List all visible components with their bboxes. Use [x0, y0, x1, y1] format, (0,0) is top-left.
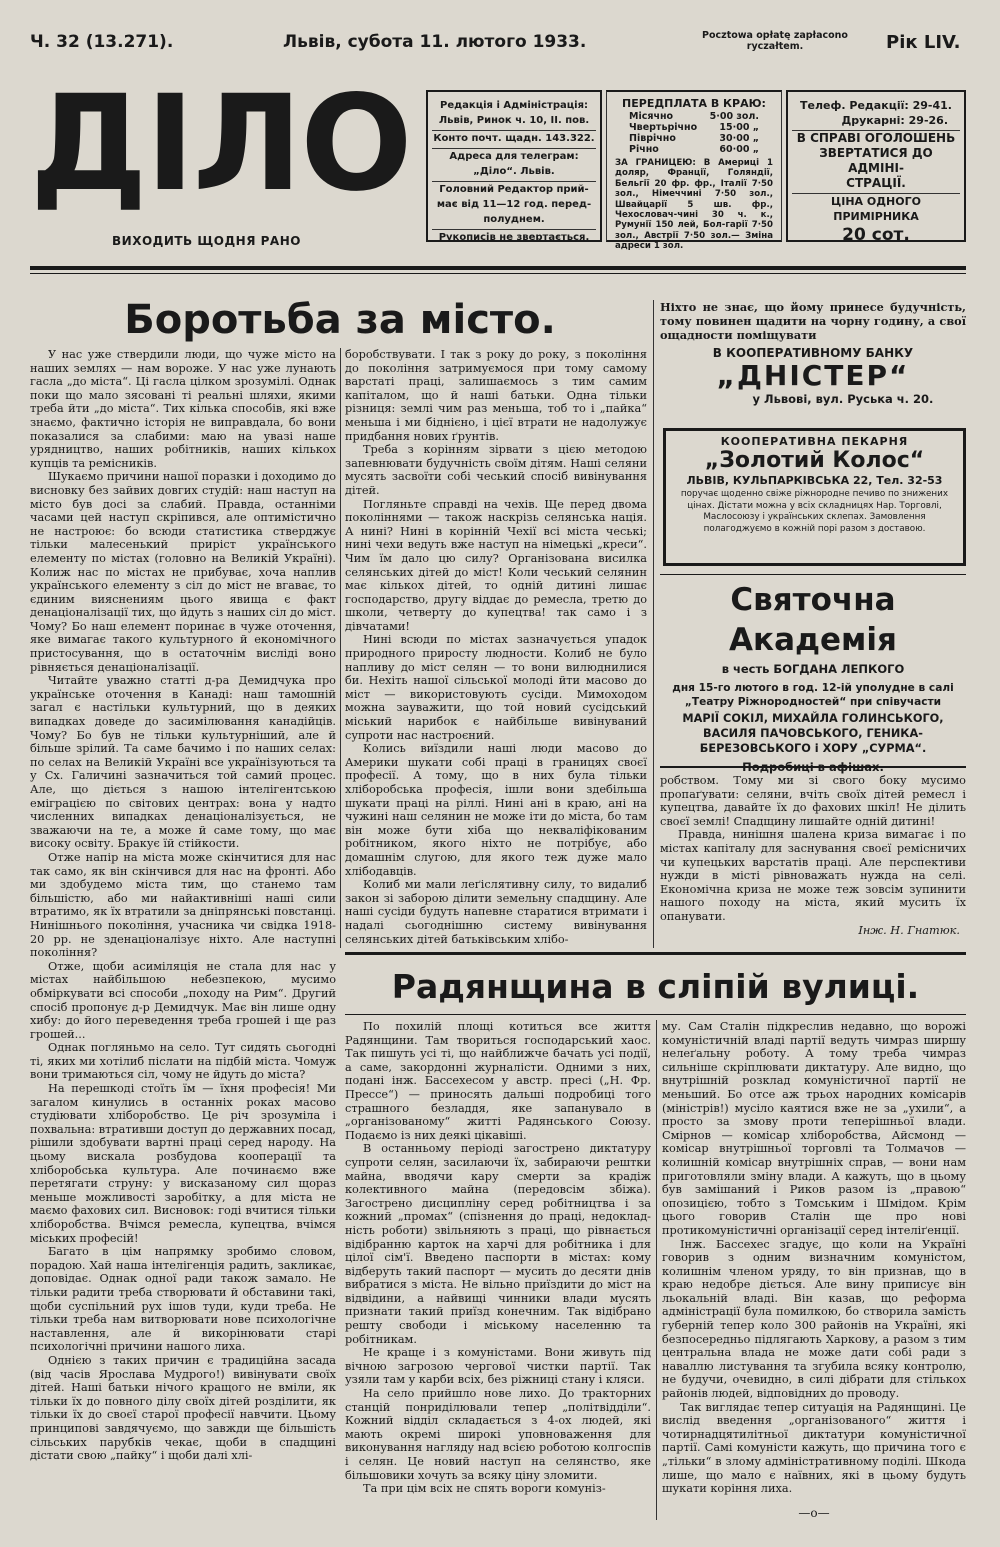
article1-column2: боробствувати. І так з року до року, з покоління до покоління затримуємося при тому самому варстаті праці, залишаємось з тим самим капіталом, що й наші батьки. Одна тільки різниця: землі чим раз меньша, тоб то і „пайка“ меньша і ми біднієно, і цієї втрати не надолужує придбання нових ґрунтів. Треба з корінням зірвати з цією методою запевнювати будучність своїм дітям. Наші селяни мусять засвоїти собі чеський спосіб вивінування дітей. Погляньте справді на чехів. Ще перед двома поколіннями — також наскрізь селянська нація. А нині? Нині в корінній Чехії всі міста чеські; нині чехи ведуть вже наступ на німецькі „креси“. Чим їм дало цю силу? Організована висилка селянських дітей до міст! Коли чеський селянин має кількох дітей, то одній дитині лишає господарство, другу віддає до ремесла, третю до школи, четверту до купецтва! так само і з дівчатами! Нині всюди по містах зазначується упадок природного приросту людности. Колиб не було напливу до міст селян — то вони вилюднилися би. Нехіть нашої сільської молоді йти масово до міст — використовують сусіди. Мимоходом можна зауважити, що той новий сусідський міський нарибок є найбільше вивінуваний супроти нас настроєний. Колись виїздили наші люди масово до Америки шукати собі праці в границях своєї професії. А тому, що в них була тільки хліборобська професія, ішли вони здебільша шукати праці на ріллі. Нині ані в краю, ані на чужині наш селянин не може іти до міста, бо там він може бути хіба що некваліфікованим робітником, якого ніхто не потрібує, або домашнім слугою, для якого теж дуже мало хлібодавців. Колиб ми мали леґіслятивну силу, то видалиб закон зі заборою ділити земельну спадщину. Але наші сусіди будуть напевне старатися втримати і надалі сьогоднішню систему вивінування селянських дітей батьківським хлібо-: [345, 348, 647, 946]
academy-title: Святочна Академія: [729, 582, 897, 658]
postage-note: Pocztowa opłatę zapłacono ryczałtem.: [702, 30, 848, 52]
masthead-rule-thin: [30, 273, 966, 274]
subscription-row: Місячно 5·00 зол.: [629, 111, 759, 122]
bakery-label: КООПЕРАТИВНА ПЕКАРНЯ: [720, 435, 909, 448]
issue-number: Ч. 32 (13.271).: [30, 32, 174, 52]
academy-names: МАРІЇ СОКІЛ, МИХАЙЛА ГОЛИНСЬКОГО, ВАСИЛЯ ПАЧОВСЬКОГО, ГЕНИКА-БЕРЕЗОВСЬКОГО і ХОРУ „СУРМА“.: [682, 712, 944, 755]
editorial-info-box: [426, 90, 602, 242]
masthead-subtitle: ВИХОДИТЬ ЩОДНЯ РАНО: [112, 234, 301, 248]
issue-date: Львів, субота 11. лютого 1933.: [283, 32, 587, 52]
article2-rule-thin: [345, 1014, 966, 1015]
article2-column2: му. Сам Сталін підкреслив недавно, що ворожі комуністичній владі партії ведуть чимраз ширшу нелеґальну роботу. А тому треба чимраз сильніше скріплювати диктатуру. Але видно, що внутрішній розклад комуністичної партії не меньший. Бо отсе аж трьох народних комісарів (міністрів!) мусіло каятися вже не за „ухили“, а просто за змову проти теперішньої влади. Смірнов — комісар хліборобства, Айсмонд — комісар внутрішньої торговлі та Толмачов — колишній комісар внутрішніх справ, — вони нам приготовляли зміну влади. А кажуть, що в цьому був замішаний і Риков разом із „правою“ опозицією, тобто з Томським і Шмідом. Крім цього говорив Сталін ще про нові протикомуністичні організації серед інтеліґенції. Інж. Бассехес згадує, що коли на Україні говорив з одним визначним комуністом, колишнім членом уряду, то він признав, що в краю недобре діється. Але вину приписує він льокальній владі. Він казав, що реформа адміністрації була помилкою, бо створила замість губерній тепер коло 300 районів на Україні, які безпосередньо підлягають Харкову, а разом з тим центральна влада не може дати собі ради з наваллю листування та згубила всяку контролю, не будучи, очевидно, в силі дібрати для стількох районів людей, відповідних до проводу. Так виглядає тепер ситуація на Радянщині. Це вислід введення „організованого“ життя і чотирнадцятилітньої диктатури комуністичної партії. Самі комуністи кажуть, що причина того є „тільки“ в злому адміністративному поділі. Шкода лише, що мало є наївних, які в цьому будуть шукати коріння лиха.: [662, 1020, 966, 1496]
article2-title: Радянщина в сліпій вулиці.: [391, 967, 920, 1006]
column-divider: [656, 1020, 657, 1520]
subscription-row: Піврічно 30·00 „: [629, 133, 759, 144]
academy-ad: [660, 580, 966, 760]
bank-ad-address: у Львові, вул. Руська ч. 20.: [752, 392, 934, 406]
article2-column1: По похилій площі котиться все життя Радянщини. Там твориться господарський хаос. Так пишуть усі ті, що найближче бачать усі події, а саме, закордонні журналісти. Одними з них, подані інж. Бассехесом у австр. пресі („Н. Фр. Прессе“) — приносять дальші подробиці того страшного безладдя, яке запанувало в „організованому“ житті Радянського Союзу. Подаємо із них деякі цікавіші. В останньому періоді загострено диктатуру супроти селян, засилаючи їх, забираючи рештки майна, вводячи кару смерти за крадіж колективного майна (передовсім збіжа). Загострено дисципліну серед робітництва і за кожний „промах“ (спізнення до праці, недоклад-ність роботи) звільняють з праці, що рівнається відібранню карток на харчі для робітника і для цілої сім'ї. Введено паспорти в містах: кому відберуть такий паспорт — мусить до десяти днів вибратися з міста. Не вільно приїздити до міст на відвідини, а найвищі чинники влади мусять признати такий приїзд конечним. Так відібрано решту свободи і міському населенню та робітникам. Не краще і з комуністами. Вони живуть під вічною загрозою чергової чистки партії. Так узяли там у карби всіх, без ріжниці стану і кляси. На село прийшло нове лихо. До тракторних станцій понриділювали тепер „політвідділи“. Кожний відділ складається з 4-ох людей, які мають окремі широкі уповноваження для виконування нагляду над всією роботою колгоспів і селян. Це новий наступ на селянство, яке більшовики хочуть за всяку ціну зломити. Та при цім всіх не спять вороги комуніз-: [345, 1020, 651, 1496]
bank-ad-name: „ДНІСТЕР“: [716, 359, 910, 392]
bank-ad-text: Ніхто не знає, що йому принесе будучність, тому повинен щадити на чорну годину, а свої ощадности поміщувати: [660, 300, 966, 342]
bank-ad: [660, 300, 966, 422]
editorial-info: Редакція і Адміністрація: Львів, Ринок ч. 10, II. пов. Конто почт. щадн. 143.322. Адреса для телеграм: „Діло“. Львів. Головний Редактор прий- має від 11—12 год. перед- полуднем. Рукописів не звертається.: [433, 100, 595, 243]
article1-column1: У нас уже ствердили люди, що чуже місто на наших землях — нам вороже. У нас уже лунають гасла „до міста“. Ці гасла цілком зрозумілі. Однак поки що мало зясовані ті реальні шляхи, якими треба йти „до міста“. Тих кілька способів, які вже знаємо, фактично історія не виправдала, бо вони показалися за слабими: маю на увазі наше урядництво, наших робітників, наших кількох купців та ремісників. Шукаємо причини нашої поразки і доходимо до висновку без зайвих довгих студій: наш наступ на місто був досі за слабий. Правда, останніми часами цей наступ скріпився, але оптимістично не настроює: бо всюди статистика стверджує тільки малесенький приріст українського елементу по містах (головно на Великій Україні). Колиж нас по містах не прибуває, хоча наплив українського елементу з сіл до міст не вгаває, то єдиним вияснениям цього явища є факт денаціоналізації тих, що йдуть з наших сіл до міст. Чому? Бо наш елемент поринає в чуже оточення, яке вимагає такого культурного й економічного пристосування, що в остаточнім висліді воно рівняється денаціоналізації. Читайте уважно статті д-ра Демидчука про українське оточення в Канаді: наш тамошній загал є настільки культурний, що в деяких випадках доведе до засимілювання канадійців. Чому? Бо був не тільки культурніший, але й більше зрілий. Та саме бачимо і по наших селах: по селах на Великій Україні все українізуються та у Сх. Галичині зазначиться той самий процес. Але, що діється з нашою інтелігентською еміграцією по світових центрах: вона у надто численних випадках денаціоналізується, не зважаючи на те, а може й саме тому, що має високу освіту. Бракує їй стійкости. Отже напір на міста може скінчитися для нас так само, як він скінчився для нас на фронті. Або ми здобудемо міста тим, що станемо там більшістю, або ми найактивніші наші сили втратимо, як їх втратили за дніпрянські повстанці. Нинішнього покоління, учасника чи свідка 1918-20 рр. не зденаціоналізує ніхто. Але наступні покоління? Отже, щоби асиміляція не стала для нас у містах найбільшою небезпекою, мусимо обміркувати всі способи „походу на Рим“. Другий спосіб пропонує д-р Демидчук. Має він лише одну хибу: до його переведення треба грошей і ще раз грошей... Однак погляньмо на село. Тут сидять сьогодні ті, яких ми хотілиб післати на підбій міста. Чомуж вони тримаються сіл, чому не йдуть до міста? На перешкоді стоїть їм — їхня професія! Ми загалом кинулись в останніх роках масово студіювати хліборобство. Це річ зрозуміла і похвальна: втративши доступ до державних посад, рішили здобувати вартні праці серед народу. На цьому вискала розбудова кооперації та хліборобська культура. Але починаємо вже перетягати струну: у висказаному сил щораз меньше можливості заробітку, а для міста не маємо фахових сил. Висновок: годі вчитися тільки хліборобства. Вчімся ремесла, купецтва, вчімся міських професій! Багато в цім напрямку зробимо словом, порадою. Хай наша інтелігенція радить, закликає, доповідає. Однак одної ради також замало. Не тільки радити треба створювати й обставини такі, щоби суспільний рух ішов туди, куди треба. Не тільки треба нам витворювати нове психологічне наставлення, але й викорінювати старі психологічні причини нашого лиха. Однією з таких причин є традиційна засада (від часів Ярослава Мудрого!) вивінувати своїх дітей. Наші батьки нічого кращого не вміли, як тільки їх до повного ділу своїх дітей розділити, як тільки їх до своєї старої професії навчити. Цьому принципові завдячуємо, що завжди ще більшість сільських парубків чекає, щоби в спадщині дістати свою „пайку“ і щоби далі хлі-: [30, 348, 336, 1463]
subscription-row: Чвертьрічно 15·00 „: [629, 122, 759, 133]
volume-year: Рік LIV.: [886, 32, 961, 53]
bakery-ad: [663, 428, 966, 566]
phone-editorial: Телеф. Редакції: 29-41.: [800, 99, 952, 112]
phones-box: [786, 90, 966, 245]
subscription-title: ПЕРЕДПЛАТА В КРАЮ:: [622, 97, 766, 110]
article1-column3: робством. Тому ми зі свого боку мусимо пропаґувати: селяни, вчіть своїх дітей ремесл і купецтва, давайте їх до фахових шкіл! Не ділить своєї землі! Спадщину лишайте одній дитині! Правда, нинішня шалена криза вимагає і по містах капіталу для заснування своєї ремісничих чи купецьких варстатів праці. Але перспективи нужди в місті рівноважать нужда на селі. Економічна криза не може теж зовсім зупинити нашого походу на міста, який мусить їх опанувати. Інж. Н. Гнатюк.: [660, 774, 966, 934]
academy-sub: в честь БОГДАНА ЛЕПКОГО: [721, 662, 905, 676]
article1-title: Боротьба за місто.: [124, 297, 556, 343]
end-mark: —o—: [798, 1506, 830, 1520]
column-divider: [653, 300, 654, 948]
ads-notice-3: СТРАЦІЇ.: [846, 176, 906, 190]
price-label: ЦІНА ОДНОГО ПРИМІРНИКА: [792, 193, 960, 224]
subscription-abroad: ЗА ГРАНИЦЕЮ: В Америці 1 доляр, Франції, Голяндії, Бельгії 20 фр. фр., Італії 7·50 зол., Німеччині 7·50 зол., Швайцарії 5 шв. фр., Чехословач-чині 30 ч. к., Румунії 150 лей, Бол-гарії 7·50 зол., Австрії 7·50 зол.— Зміна адреси 1 зол.: [615, 158, 773, 252]
bakery-text: поручає щоденно свіже ріжнородне печиво по знижених цінах. Дістати можна у всіх складницях Нар. Торговлі, Маслосоюзу і українських склепах. Замовлення полагоджуємо в кожній порі разом з доставою.: [680, 489, 949, 534]
academy-text: дня 15-го лютого в год. 12-ій уполудне в салі „Театру Ріжнородностей“ при співучасти: [672, 682, 954, 708]
ad-divider: [660, 766, 966, 768]
article2-rule: [345, 952, 966, 955]
ad-divider: [660, 574, 966, 575]
column-divider: [340, 348, 341, 948]
phone-printing: Друкарні: 29-26.: [841, 114, 948, 127]
article1-author: Інж. Н. Гнатюк.: [858, 923, 960, 934]
masthead-rule: [30, 266, 966, 270]
bank-ad-lead: В КООПЕРАТИВНОМУ БАНКУ: [712, 346, 914, 360]
ads-notice-2: ЗВЕРТАТИСЯ ДО АДМІНІ-: [819, 146, 933, 175]
subscription-box: [606, 90, 782, 252]
bakery-address: ЛЬВІВ, КУЛЬПАРКІВСЬКА 22, Тел. 32-53: [686, 474, 943, 487]
subscription-row: Річно 60·00 „: [629, 144, 759, 155]
price-value: 20 сот.: [842, 225, 910, 245]
bakery-name: „Золотий Колос“: [704, 448, 925, 473]
masthead-title: ДІЛО: [30, 67, 411, 221]
ads-notice: В СПРАВІ ОГОЛОШЕНЬ: [792, 130, 960, 146]
